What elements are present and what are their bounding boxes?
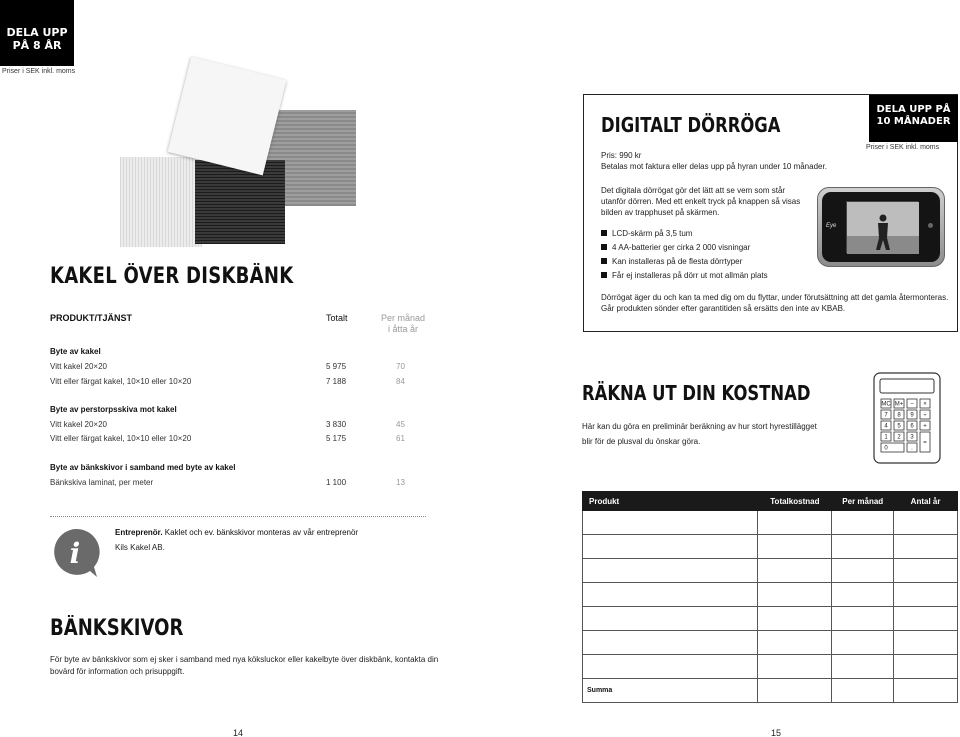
device-logo: Eye: [826, 223, 837, 229]
calculator-key-label: MC: [881, 401, 891, 408]
installment-badge: [0, 0, 74, 66]
tile-light: [120, 157, 202, 247]
price-row-per-month: 84: [396, 377, 405, 386]
calculator-key-label: 8: [897, 412, 901, 419]
price-row-per-month: 45: [396, 420, 405, 429]
bullet-item: [601, 271, 768, 280]
cost-input-cell[interactable]: [832, 607, 894, 631]
cost-table-row: [583, 655, 958, 679]
price-row-name: Vitt kakel 20×20: [50, 362, 108, 371]
bullet-square-icon: [601, 258, 607, 264]
price-row-total: 1 100: [326, 478, 347, 487]
prices-note: Priser i SEK inkl. moms: [2, 68, 76, 75]
col-header-product: PRODUKT/TJÄNST: [50, 313, 133, 323]
cost-input-cell[interactable]: [832, 535, 894, 559]
bullet-text: 4 AA-batterier ger cirka 2 000 visningar: [612, 243, 751, 252]
badge-line-1: DELA UPP PÅ: [876, 104, 951, 115]
calc-text-line1: Här kan du göra en preliminär beräkning av hur stort hyrestillägget: [582, 422, 817, 431]
cost-input-cell[interactable]: [583, 655, 758, 679]
cost-input-cell[interactable]: [758, 679, 832, 703]
cost-input-cell[interactable]: [832, 655, 894, 679]
group-title: Byte av perstorpsskiva mot kakel: [50, 405, 177, 414]
cost-input-cell[interactable]: [832, 511, 894, 535]
calculator-key-label: 6: [910, 423, 914, 430]
calculator-key-label: =: [923, 440, 927, 446]
calculator-key-label: ×: [923, 401, 927, 408]
sum-label: Summa: [583, 679, 758, 703]
cost-input-cell[interactable]: [758, 583, 832, 607]
door-footer-text: Dörrögat äger du och kan ta med dig om du flyttar, under förutsättning att det gamla återmonteras. Går produkten sönder efter garantitiden så ersätts den inte av KBAB.: [601, 293, 949, 313]
bullet-item: [601, 229, 692, 238]
cost-table-row: [583, 535, 958, 559]
bullet-item: [601, 257, 742, 266]
bullet-text: Kan installeras på de flesta dörrtyper: [612, 257, 743, 266]
info-text-line2: Kils Kakel AB.: [115, 543, 165, 552]
calculator-key-label: 4: [884, 423, 888, 430]
section-title-bankskivor: BÄNKSKIVOR: [50, 616, 184, 641]
price-row-name: Bänkskiva laminat, per meter: [50, 478, 154, 487]
price-row-name: Vitt eller färgat kakel, 10×10 eller 10×20: [50, 434, 192, 443]
cost-input-cell[interactable]: [832, 559, 894, 583]
cost-table-row: [583, 607, 958, 631]
badge-line-2: PÅ 8 ÅR: [12, 39, 62, 52]
door-description: Det digitala dörrögat gör det lätt att se vem som står utanför dörren. Med ett enkelt tryck på knappen så visas bilden av trapphuset på skärmen.: [601, 186, 801, 217]
price-row-total: 3 830: [326, 420, 347, 429]
cost-input-cell[interactable]: [758, 511, 832, 535]
cost-table-row: [583, 631, 958, 655]
price-row-total: 5 975: [326, 362, 347, 371]
cost-table-header: Per månad: [832, 492, 894, 511]
section-title-calc: RÄKNA UT DIN KOSTNAD: [582, 381, 811, 405]
cost-table-row: [583, 583, 958, 607]
cost-input-cell[interactable]: [758, 631, 832, 655]
price-row-per-month: 61: [396, 434, 405, 443]
price-row-total: 5 175: [326, 434, 347, 443]
calculator-key-label: 3: [910, 434, 914, 441]
cost-table-header: Antal år: [894, 492, 958, 511]
cost-input-cell[interactable]: [583, 511, 758, 535]
section-title-door: DIGITALT DÖRRÖGA: [601, 113, 781, 137]
cost-input-cell[interactable]: [894, 535, 958, 559]
bullet-square-icon: [601, 244, 607, 250]
prices-note: Priser i SEK inkl. moms: [866, 144, 940, 151]
dotted-divider: [50, 516, 426, 517]
cost-input-cell[interactable]: [894, 559, 958, 583]
badge-line-1: DELA UPP: [6, 26, 68, 39]
person-silhouette-icon: [847, 202, 919, 254]
cost-input-cell[interactable]: [832, 631, 894, 655]
cost-input-cell[interactable]: [894, 631, 958, 655]
price-row-total: 7 188: [326, 377, 347, 386]
cost-input-cell[interactable]: [583, 535, 758, 559]
cost-table-row: [583, 511, 958, 535]
calculator-key-label: 9: [910, 412, 914, 419]
badge-line-2: 10 MÅNADER: [876, 116, 951, 127]
door-price: Pris: 990 kr: [601, 151, 642, 160]
calculator-icon: [873, 372, 941, 464]
section-title-kakel: KAKEL ÖVER DISKBÄNK: [50, 264, 294, 289]
cost-input-cell[interactable]: [832, 679, 894, 703]
col-header-per-month-2: i åtta år: [387, 324, 418, 334]
group-title: Byte av bänkskivor i samband med byte av kakel: [50, 463, 236, 472]
cost-table-row: [583, 559, 958, 583]
calculator-key-label: .: [911, 445, 913, 452]
installment-badge: [869, 95, 958, 142]
door-price-note: Betalas mot faktura eller delas upp på hyran under 10 månader.: [601, 162, 827, 171]
cost-input-cell[interactable]: [894, 607, 958, 631]
price-row-name: Vitt kakel 20×20: [50, 420, 108, 429]
cost-input-cell[interactable]: [583, 607, 758, 631]
calculator-key-label: M+: [894, 401, 904, 408]
info-icon: [50, 527, 100, 579]
col-header-per-month-1: Per månad: [380, 313, 426, 323]
bankskivor-text: För byte av bänkskivor som ej sker i samband med nya köksluckor eller kakelbyte över diskbänk, kontakta din bovärd för information och prisuppgift.: [50, 655, 439, 676]
bullet-text: LCD-skärm på 3,5 tum: [612, 229, 693, 238]
calculator-key-label: 7: [884, 412, 888, 419]
bullet-square-icon: [601, 272, 607, 278]
cost-table-header: Produkt: [583, 492, 758, 511]
calc-text-line2: blir för de plusval du önskar göra.: [582, 437, 701, 446]
info-text: [115, 528, 358, 537]
calculator-key-label: 5: [897, 423, 901, 430]
bullet-text: Får ej installeras på dörr ut mot allmän plats: [612, 271, 768, 280]
col-header-total: Totalt: [326, 313, 348, 323]
calculator-key-label: 1: [884, 434, 888, 441]
cost-table-header-row: [583, 492, 958, 511]
cost-input-cell[interactable]: [894, 655, 958, 679]
calculator-key-label: 0: [884, 445, 888, 452]
cost-input-cell[interactable]: [758, 655, 832, 679]
cost-input-cell[interactable]: [894, 679, 958, 703]
cost-input-cell[interactable]: [583, 631, 758, 655]
cost-input-cell[interactable]: [758, 607, 832, 631]
cost-input-cell[interactable]: [832, 583, 894, 607]
bullet-square-icon: [601, 230, 607, 236]
bullet-item: [601, 243, 750, 252]
price-row-name: Vitt eller färgat kakel, 10×10 eller 10×20: [50, 377, 192, 386]
calculator-key-label: −: [910, 401, 914, 408]
cost-input-cell[interactable]: [758, 559, 832, 583]
calculator-key-label: 2: [897, 434, 901, 441]
cost-input-cell[interactable]: [894, 511, 958, 535]
group-title: Byte av kakel: [50, 347, 101, 356]
page-number-left: 14: [233, 728, 244, 737]
col-header-per-month: [380, 313, 426, 335]
cost-input-cell[interactable]: [758, 535, 832, 559]
device-button-icon: [928, 223, 933, 228]
cost-table: [582, 491, 958, 703]
tile-dark: [195, 160, 285, 244]
price-row-per-month: 13: [396, 478, 405, 487]
cost-table-sum-row: [583, 679, 958, 703]
price-row-per-month: 70: [396, 362, 405, 371]
device-screen: [846, 201, 918, 253]
cost-input-cell[interactable]: [583, 583, 758, 607]
cost-input-cell[interactable]: [894, 583, 958, 607]
cost-table-header: Totalkostnad: [758, 492, 832, 511]
info-text-body: Kaklet och ev. bänkskivor monteras av vår entreprenör: [162, 528, 359, 537]
calculator-key-label: +: [923, 423, 927, 430]
cost-input-cell[interactable]: [583, 559, 758, 583]
info-bold-label: Entreprenör.: [115, 528, 163, 537]
svg-text:i: i: [69, 537, 81, 570]
calculator-key-label: ÷: [923, 412, 927, 419]
page-number-right: 15: [771, 728, 782, 737]
